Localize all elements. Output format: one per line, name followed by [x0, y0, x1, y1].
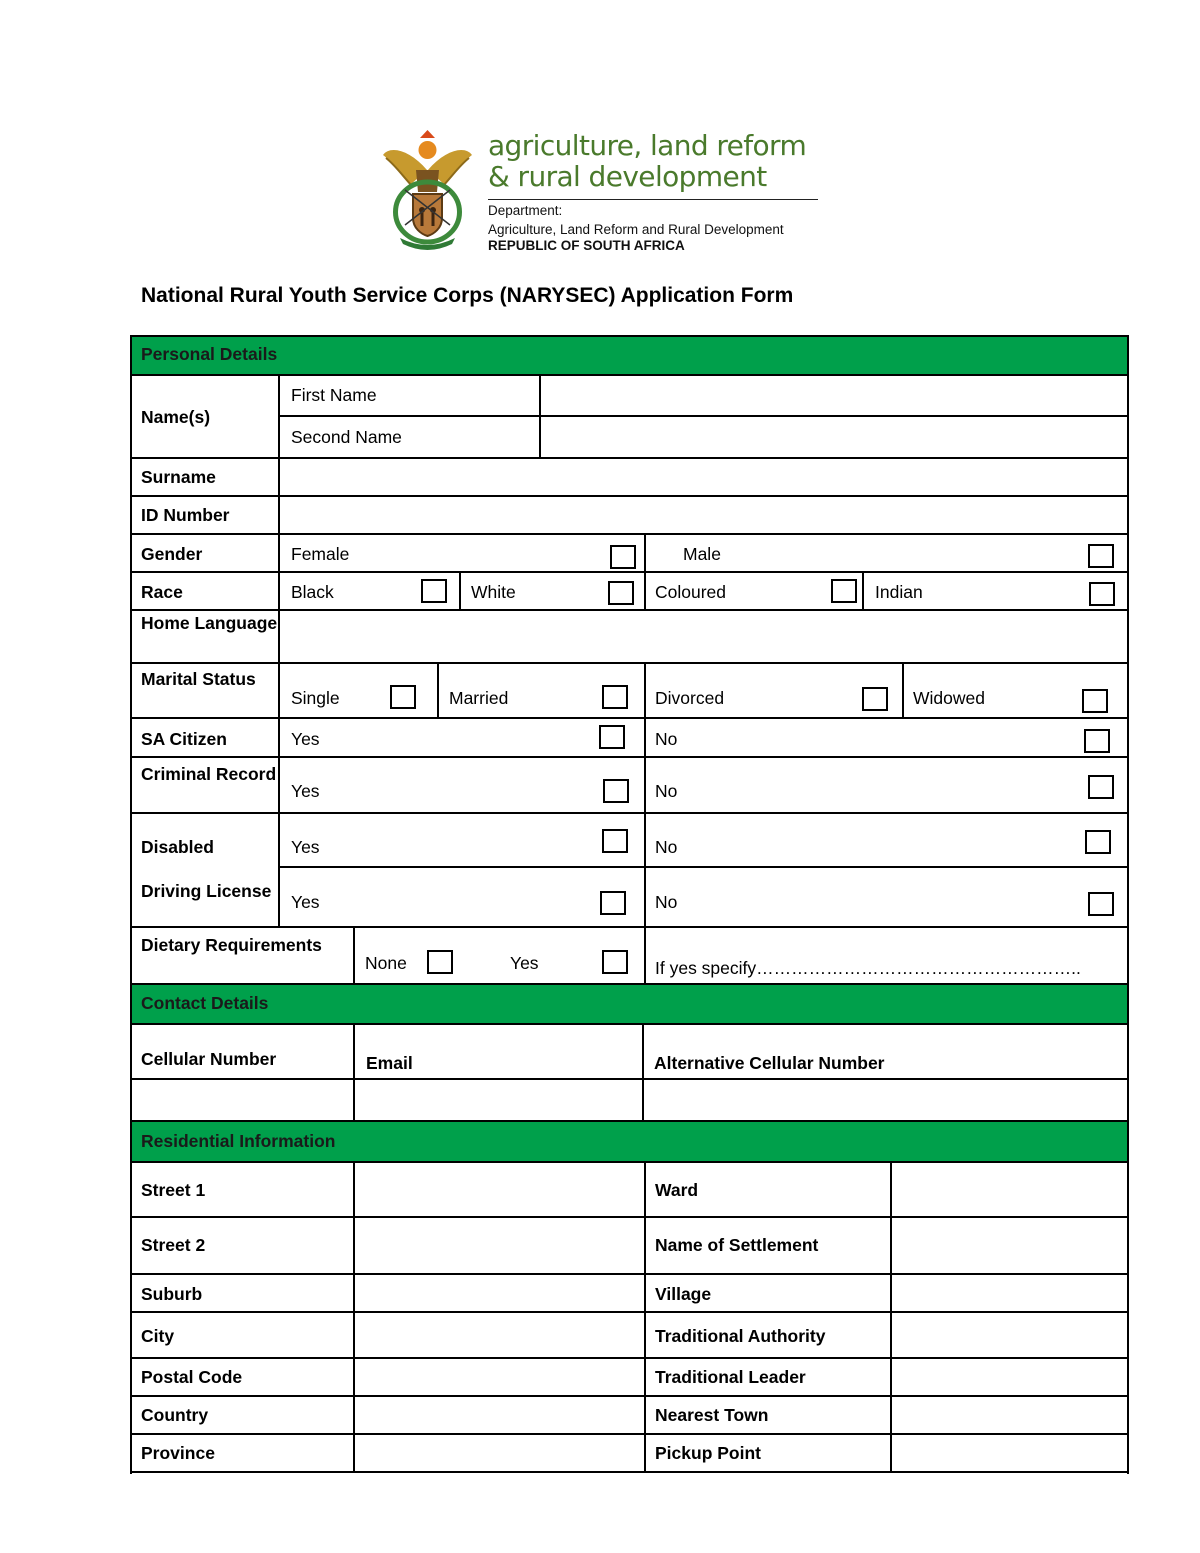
- department-label: Department:: [488, 203, 563, 218]
- wordmark-line-1: agriculture, land reform: [488, 129, 807, 162]
- row-line: [278, 866, 1129, 868]
- column-line: [644, 1161, 646, 1473]
- second-name-field[interactable]: [541, 417, 1127, 457]
- sa-citizen-label: SA Citizen: [141, 729, 227, 749]
- row-line: [130, 1120, 1129, 1122]
- race-option-indian: Indian: [875, 582, 923, 602]
- sa-citizen-no-checkbox[interactable]: [1084, 729, 1110, 753]
- province-field[interactable]: [355, 1435, 644, 1471]
- traditional-authority-label: Traditional Authority: [655, 1326, 826, 1346]
- wordmark-line-2: & rural development: [488, 160, 767, 193]
- race-label: Race: [141, 582, 183, 602]
- province-label: Province: [141, 1443, 215, 1463]
- traditional-authority-field[interactable]: [892, 1313, 1127, 1357]
- residential-info-title: Residential Information: [141, 1131, 336, 1151]
- race-black-checkbox[interactable]: [421, 579, 447, 603]
- disabled-yes-label: Yes: [291, 837, 320, 857]
- department-name: Agriculture, Land Reform and Rural Development: [488, 222, 784, 237]
- ward-label: Ward: [655, 1180, 699, 1200]
- dietary-none-label: None: [365, 953, 407, 973]
- home-language-field[interactable]: [280, 611, 1127, 662]
- table-border-left: [130, 335, 132, 1474]
- disabled-yes-checkbox[interactable]: [602, 829, 628, 853]
- email-label: Email: [366, 1053, 413, 1073]
- marital-option-married: Married: [449, 688, 509, 708]
- gender-option-female: Female: [291, 544, 350, 564]
- country-field[interactable]: [355, 1397, 644, 1433]
- settlement-field[interactable]: [892, 1218, 1127, 1273]
- criminal-no-checkbox[interactable]: [1088, 775, 1114, 799]
- second-name-label: Second Name: [291, 427, 402, 447]
- suburb-label: Suburb: [141, 1284, 203, 1304]
- race-option-black: Black: [291, 582, 334, 602]
- dietary-specify-field[interactable]: If yes specify………………………………………………..: [655, 958, 1081, 978]
- criminal-record-label: Criminal Record: [141, 764, 277, 784]
- home-language-label: Home Language: [141, 613, 278, 633]
- race-option-coloured: Coloured: [655, 582, 727, 602]
- traditional-leader-field[interactable]: [892, 1359, 1127, 1395]
- surname-label: Surname: [141, 467, 216, 487]
- marital-married-checkbox[interactable]: [602, 685, 628, 709]
- marital-option-widowed: Widowed: [913, 688, 985, 708]
- cellular-number-label: Cellular Number: [141, 1049, 277, 1069]
- first-name-label: First Name: [291, 385, 377, 405]
- marital-widowed-checkbox[interactable]: [1082, 689, 1108, 713]
- disabled-label: Disabled: [141, 837, 214, 857]
- settlement-label: Name of Settlement: [655, 1235, 819, 1255]
- contact-details-header: [130, 984, 1128, 1024]
- criminal-yes-label: Yes: [291, 781, 320, 801]
- cellular-number-field[interactable]: [132, 1080, 353, 1120]
- driving-no-label: No: [655, 892, 678, 912]
- alt-cellular-field[interactable]: [644, 1080, 1127, 1120]
- row-line: [130, 1023, 1129, 1025]
- contact-details-title: Contact Details: [141, 993, 269, 1013]
- surname-field[interactable]: [280, 459, 1127, 495]
- ward-field[interactable]: [892, 1163, 1127, 1216]
- village-label: Village: [655, 1284, 712, 1304]
- marital-single-checkbox[interactable]: [390, 685, 416, 709]
- row-line: [130, 1471, 1129, 1473]
- column-line: [644, 533, 646, 611]
- id-number-label: ID Number: [141, 505, 230, 525]
- nearest-town-field[interactable]: [892, 1397, 1127, 1433]
- marital-option-single: Single: [291, 688, 340, 708]
- race-option-white: White: [471, 582, 516, 602]
- sa-citizen-yes-checkbox[interactable]: [599, 725, 625, 749]
- driving-license-label: Driving License: [141, 881, 272, 901]
- city-field[interactable]: [355, 1313, 644, 1357]
- personal-details-header: [130, 336, 1128, 374]
- marital-status-label: Marital Status: [141, 669, 256, 689]
- postal-code-field[interactable]: [355, 1359, 644, 1395]
- race-indian-checkbox[interactable]: [1089, 582, 1115, 606]
- gender-label: Gender: [141, 544, 203, 564]
- column-line: [459, 571, 461, 611]
- row-line: [130, 983, 1129, 985]
- dietary-yes-checkbox[interactable]: [602, 950, 628, 974]
- country-label: Country: [141, 1405, 209, 1425]
- street-1-label: Street 1: [141, 1180, 206, 1200]
- column-line: [437, 662, 439, 718]
- pickup-point-field[interactable]: [892, 1435, 1127, 1471]
- village-field[interactable]: [892, 1275, 1127, 1311]
- race-coloured-checkbox[interactable]: [831, 579, 857, 603]
- race-white-checkbox[interactable]: [608, 581, 634, 605]
- dietary-label: Dietary Requirements: [141, 935, 322, 955]
- column-line: [353, 926, 355, 984]
- country-name: REPUBLIC OF SOUTH AFRICA: [488, 238, 685, 253]
- driving-yes-label: Yes: [291, 892, 320, 912]
- nearest-town-label: Nearest Town: [655, 1405, 769, 1425]
- suburb-field[interactable]: [355, 1275, 644, 1311]
- gender-male-checkbox[interactable]: [1088, 544, 1114, 568]
- marital-divorced-checkbox[interactable]: [862, 687, 888, 711]
- disabled-no-label: No: [655, 837, 678, 857]
- alt-cellular-label: Alternative Cellular Number: [654, 1053, 885, 1073]
- names-label: Name(s): [141, 407, 211, 427]
- criminal-yes-checkbox[interactable]: [603, 779, 629, 803]
- first-name-field[interactable]: [541, 376, 1127, 415]
- sa-citizen-no-label: No: [655, 729, 678, 749]
- form-title: National Rural Youth Service Corps (NARYSEC) Application Form: [141, 284, 794, 307]
- street-2-field[interactable]: [355, 1218, 644, 1273]
- personal-details-title: Personal Details: [141, 344, 278, 364]
- column-line: [644, 662, 646, 984]
- disabled-no-checkbox[interactable]: [1085, 830, 1111, 854]
- city-label: City: [141, 1326, 175, 1346]
- id-number-field[interactable]: [280, 497, 1127, 533]
- row-line: [130, 335, 1129, 337]
- driving-yes-checkbox[interactable]: [600, 891, 626, 915]
- street-2-label: Street 2: [141, 1235, 206, 1255]
- street-1-field[interactable]: [355, 1163, 644, 1216]
- driving-no-checkbox[interactable]: [1088, 892, 1114, 916]
- table-border-right: [1127, 335, 1129, 1474]
- dietary-yes-label: Yes: [510, 953, 539, 973]
- traditional-leader-label: Traditional Leader: [655, 1367, 806, 1387]
- pickup-point-label: Pickup Point: [655, 1443, 761, 1463]
- gender-option-male: Male: [683, 544, 721, 564]
- dietary-none-checkbox[interactable]: [427, 950, 453, 974]
- criminal-no-label: No: [655, 781, 678, 801]
- gender-female-checkbox[interactable]: [610, 545, 636, 569]
- column-line: [862, 571, 864, 611]
- marital-option-divorced: Divorced: [655, 688, 725, 708]
- sa-citizen-yes-label: Yes: [291, 729, 320, 749]
- email-field[interactable]: [355, 1080, 642, 1120]
- column-line: [902, 662, 904, 718]
- postal-code-label: Postal Code: [141, 1367, 243, 1387]
